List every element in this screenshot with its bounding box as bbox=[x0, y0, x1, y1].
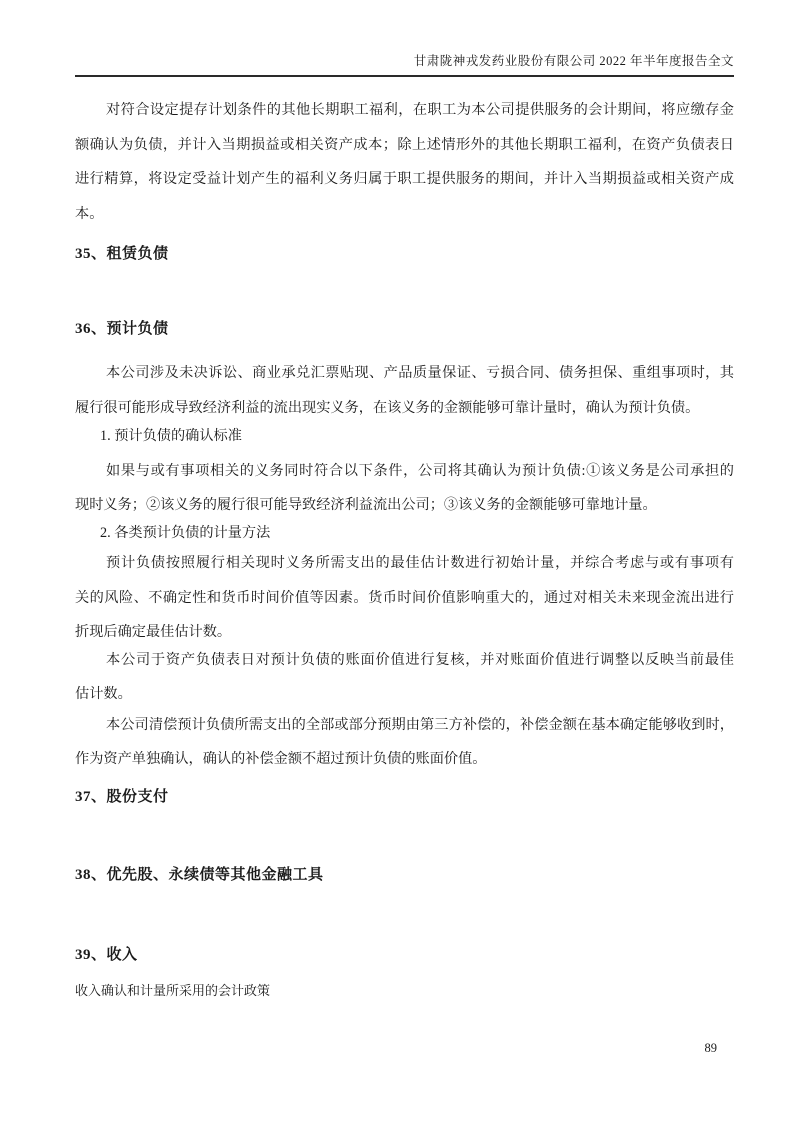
text-line: 现时义务；②该义务的履行很可能导致经济利益流出公司；③该义务的金额能够可靠地计量。 bbox=[75, 497, 657, 513]
text-line: 本公司于资产负债表日对预计负债的账面价值进行复核，并对账面价值进行调整以反映当前最佳 bbox=[106, 651, 734, 668]
text-line: 额确认为负债，并计入当期损益或相关资产成本；除上述情形外的其他长期职工福利，在资产负债表日 bbox=[75, 136, 734, 153]
text-line: 履行很可能形成导致经济利益的流出现实义务，在该义务的金额能够可靠计量时，确认为预计负债。 bbox=[75, 399, 700, 416]
body-paragraph bbox=[75, 643, 734, 712]
document-content bbox=[75, 0, 734, 1000]
list-item: 1. 预计负债的确认标准 bbox=[100, 428, 242, 444]
text-line: 如果与或有事项相关的义务同时符合以下条件，公司将其确认为预计负债:①该义务是公司承担的 bbox=[106, 462, 734, 479]
page-number: 89 bbox=[704, 1041, 717, 1055]
body-paragraph bbox=[75, 546, 734, 650]
list-item: 2. 各类预计负债的计量方法 bbox=[100, 524, 271, 541]
section-heading: 38、优先股、永续债等其他金融工具 bbox=[75, 866, 324, 883]
text-line: 折现后确定最佳估计数。 bbox=[75, 624, 232, 640]
text-line: 对符合设定提存计划条件的其他长期职工福利，在职工为本公司提供服务的会计期间，将应缴存金 bbox=[106, 102, 734, 118]
section-heading: 35、租赁负债 bbox=[75, 246, 169, 262]
section-heading: 36、预计负债 bbox=[75, 321, 169, 337]
section-heading: 39、收入 bbox=[75, 946, 138, 963]
text-line: 本公司清偿预计负债所需支出的全部或部分预期由第三方补偿的，补偿金额在基本确定能够收到时， bbox=[106, 716, 734, 733]
text-line: 本公司涉及未决诉讼、商业承兑汇票贴现、产品质量保证、亏损合同、债务担保、重组事项时，其 bbox=[106, 365, 734, 381]
text-line: 进行精算，将设定受益计划产生的福利义务归属于职工提供服务的期间，并计入当期损益或相关资产成 bbox=[75, 171, 734, 187]
text-line: 估计数。 bbox=[75, 686, 132, 702]
text-line: 本。 bbox=[75, 205, 104, 222]
policy-note: 收入确认和计量所采用的会计政策 bbox=[75, 982, 271, 998]
section-heading: 37、股份支付 bbox=[75, 788, 169, 805]
running-header: 甘肃陇神戎发药业股份有限公司 2022 年半年度报告全文 bbox=[413, 54, 734, 68]
text-line: 作为资产单独确认，确认的补偿金额不超过预计负债的账面价值。 bbox=[75, 751, 487, 767]
body-paragraph bbox=[75, 356, 734, 425]
text-line: 预计负债按照履行相关现时义务所需支出的最佳估计数进行初始计量，并综合考虑与或有事项有 bbox=[106, 555, 734, 571]
body-paragraph bbox=[75, 708, 734, 777]
text-line: 关的风险、不确定性和货币时间价值等因素。货币时间价值影响重大的，通过对相关未来现金流出进行 bbox=[75, 589, 734, 606]
body-paragraph bbox=[75, 93, 734, 231]
body-paragraph bbox=[75, 454, 734, 523]
